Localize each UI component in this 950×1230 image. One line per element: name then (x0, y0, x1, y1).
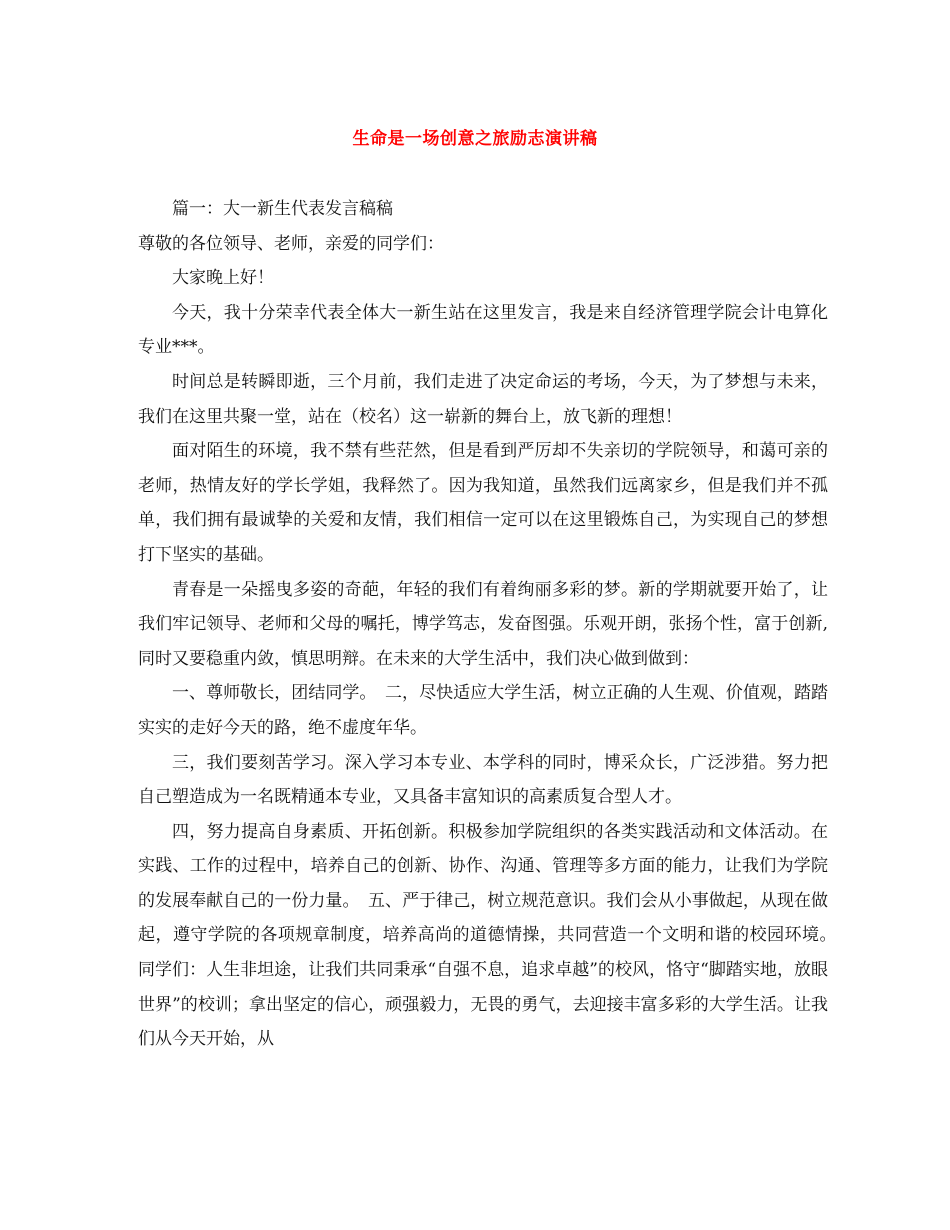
paragraph-6: 面对陌生的环境，我不禁有些茫然，但是看到严厉却不失亲切的学院领导，和蔼可亲的老师，热情友好的学长学姐，我释然了。因为我知道，虽然我们远离家乡，但是我们并不孤单，我们拥有最诚挚的关爱和友情，我们相信一定可以在这里锻炼自己，为实现自己的梦想打下坚实的基础。 (138, 441, 828, 565)
paragraph-7: 青春是一朵摇曳多姿的奇葩，年轻的我们有着绚丽多彩的梦。新的学期就要开始了，让我们牢记领导、老师和父母的嘱托，博学笃志，发奋图强。乐观开朗，张扬个性，富于创新,同时又要稳重内敛，慎思明辩。在未来的大学生活中，我们决心做到做到： (138, 579, 828, 669)
document-body (138, 192, 845, 1057)
paragraph-8: 一、尊师敬长，团结同学。 二，尽快适应大学生活，树立正确的人生观、价值观，踏踏实实的走好今天的路，绝不虚度年华。 (138, 683, 828, 738)
paragraph-2: 尊敬的各位领导、老师，亲爱的同学们： (138, 233, 444, 254)
paragraph-3: 大家晚上好！ (172, 268, 274, 289)
paragraph-9: 三，我们要刻苦学习。深入学习本专业、本学科的同时，博采众长，广泛涉猎。努力把自己塑造成为一名既精通本专业，又具备丰富知识的高素质复合型人才。 (138, 752, 828, 808)
paragraph-10: 四，努力提高自身素质、开拓创新。积极参加学院组织的各类实践活动和文体活动。在实践、工作的过程中，培养自己的创新、协作、沟通、管理等多方面的能力，让我们为学院的发展奉献自己的一份力量。 五、严于律己，树立规范意识。我们会从小事做起，从现在做起，遵守学院的各项规章制度，培养高尚的道德情操，共同营造一个文明和谐的校园环境。 同学们：人生非坦途，让我们共同秉承“自强不息，追求卓越”的校风，恪守“脚踏实地，放眼世界”的校训；拿出坚定的信心，顽强毅力，无畏的勇气，去迎接丰富多彩的大学生活。让我们从今天开始，从 (138, 821, 845, 1050)
document-title: 生命是一场创意之旅励志演讲稿 (352, 129, 598, 149)
paragraph-1: 篇一：大一新生代表发言稿稿 (172, 199, 393, 219)
paragraph-4: 今天，我十分荣幸代表全体大一新生站在这里发言，我是来自经济管理学院会计电算化专业***。 (138, 302, 828, 358)
paragraph-5: 时间总是转瞬即逝，三个月前，我们走进了决定命运的考场，今天，为了梦想与未来，我们在这里共聚一堂，站在（校名）这一崭新的舞台上，放飞新的理想！ (138, 371, 828, 427)
